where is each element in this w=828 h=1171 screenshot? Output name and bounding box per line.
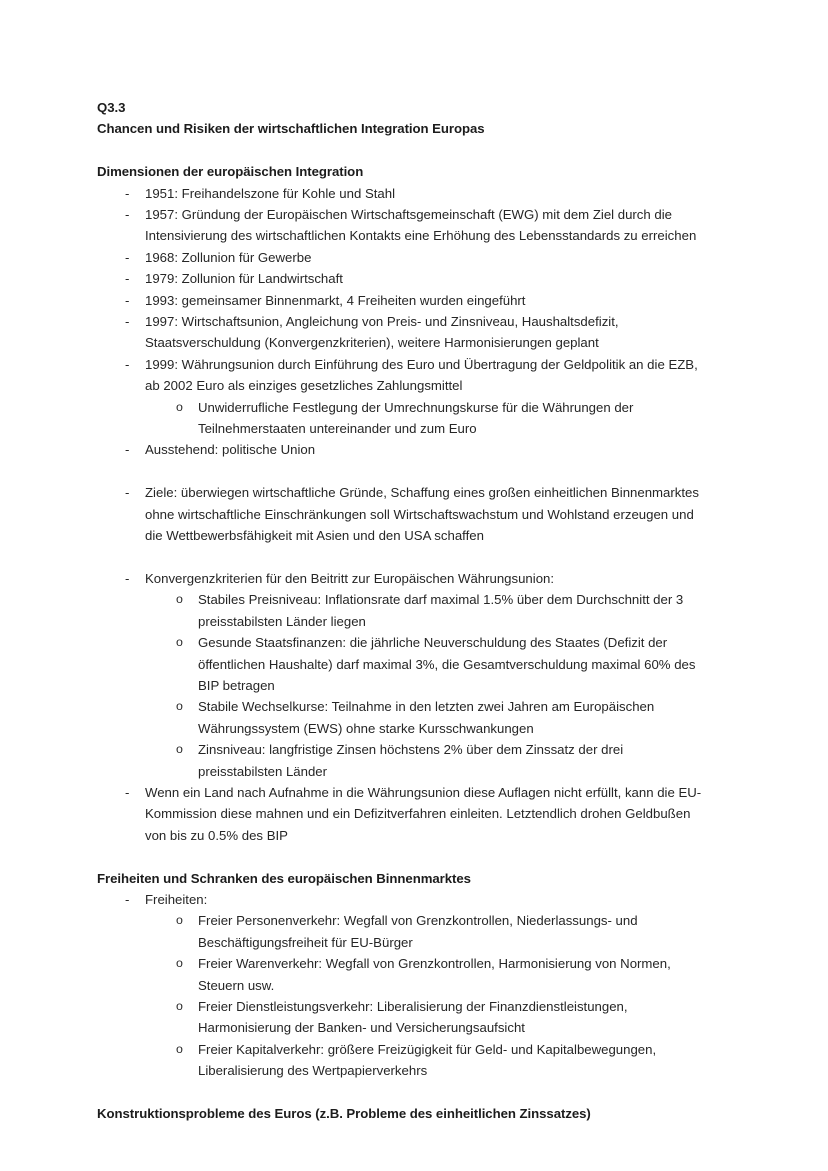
section-spacer — [97, 846, 710, 867]
dash-marker-icon: - — [125, 185, 130, 201]
document-title: Chancen und Risiken der wirtschaftlichen Integration Europas — [97, 121, 485, 137]
list-item-text: 1979: Zollunion für Landwirtschaft — [145, 271, 343, 287]
sublist — [97, 397, 710, 440]
dash-marker-icon: - — [125, 891, 130, 907]
list-item — [97, 354, 710, 440]
list-item-text: Konvergenzkriterien für den Beitritt zur Europäischen Währungsunion: — [145, 570, 555, 586]
sublist — [97, 910, 710, 1081]
section-heading-freiheiten: Freiheiten und Schranken des europäischen Binnenmarktes — [97, 870, 471, 886]
document-code: Q3.3 — [97, 100, 126, 115]
sublist-item — [97, 1039, 710, 1082]
list-freiheiten — [97, 889, 710, 1082]
sublist-item — [97, 696, 710, 739]
sublist-item-text: Zinsniveau: langfristige Zinsen höchstens 2% über dem Zinssatz der drei preisstabilsten Länder — [198, 742, 624, 779]
sublist-item-text: Freier Dienstleistungsverkehr: Liberalisierung der Finanzdienstleistungen, Harmonisierung der Banken- und Versicherungsaufsicht — [198, 999, 628, 1036]
sublist — [97, 589, 710, 782]
document-body — [97, 97, 710, 1124]
list-spacer — [97, 547, 710, 568]
circle-marker-icon: o — [176, 399, 183, 414]
sublist-item-text: Freier Warenverkehr: Wegfall von Grenzkontrollen, Harmonisierung von Normen, Steuern usw. — [198, 956, 671, 993]
sublist-item — [97, 739, 710, 782]
title-spacer — [97, 140, 710, 161]
list-item-text: 1997: Wirtschaftsunion, Angleichung von Preis- und Zinsniveau, Haushaltsdefizit, Staatsverschuldung (Konvergenzkriterien), weitere Harmonisierungen geplant — [145, 314, 619, 351]
circle-marker-icon: o — [176, 635, 183, 650]
circle-marker-icon: o — [176, 913, 183, 928]
list-item — [97, 439, 710, 460]
list-item — [97, 568, 710, 782]
sublist-item-text: Freier Kapitalverkehr: größere Freizügigkeit für Geld- und Kapitalbewegungen, Liberalisierung des Wertpapierverkehrs — [198, 1041, 657, 1079]
dash-marker-icon: - — [125, 570, 130, 586]
list-item-text: 1993: gemeinsamer Binnenmarkt, 4 Freiheiten wurden eingeführt — [145, 292, 526, 308]
sublist-item-text: Stabiles Preisniveau: Inflationsrate darf maximal 1.5% über dem Durchschnitt der 3 preisstabilsten Länder liegen — [198, 592, 684, 629]
sublist-item — [97, 632, 710, 696]
sublist-item — [97, 953, 710, 996]
list-item-text: Ziele: überwiegen wirtschaftliche Gründe, Schaffung eines großen einheitlichen Binnenmarktes ohne wirtschaftliche Einschränkungen soll Wirtschaftswachstum und Wohlstand erzeugen und die Wettbewerbsfähigkeit mit Asien und den USA schaffen — [145, 485, 699, 544]
dash-marker-icon: - — [125, 356, 130, 372]
circle-marker-icon: o — [176, 742, 183, 757]
dash-marker-icon: - — [125, 249, 130, 265]
section-heading-dimensionen: Dimensionen der europäischen Integration — [97, 164, 364, 180]
list-dimensionen — [97, 183, 710, 847]
list-spacer — [97, 461, 710, 482]
circle-marker-icon: o — [176, 1041, 183, 1056]
section-spacer — [97, 1082, 710, 1103]
list-item — [97, 311, 710, 354]
list-item-text: 1968: Zollunion für Gewerbe — [145, 249, 312, 265]
sublist-item-text: Unwiderrufliche Festlegung der Umrechnungskurse für die Währungen der Teilnehmerstaaten untereinander und zum Euro — [198, 399, 634, 437]
circle-marker-icon: o — [176, 999, 183, 1013]
dash-marker-icon: - — [125, 271, 130, 287]
list-item — [97, 204, 710, 247]
dash-marker-icon: - — [125, 784, 130, 800]
dash-marker-icon: - — [125, 485, 130, 501]
sublist-item — [97, 589, 710, 632]
section-heading-konstruktionsprobleme: Konstruktionsprobleme des Euros (z.B. Probleme des einheitlichen Zinssatzes) — [97, 1106, 591, 1122]
sublist-item-text: Freier Personenverkehr: Wegfall von Grenzkontrollen, Niederlassungs- und Beschäftigungsfreiheit für EU-Bürger — [198, 913, 638, 950]
dash-marker-icon: - — [125, 292, 130, 308]
list-item-text: 1999: Währungsunion durch Einführung des Euro und Übertragung der Geldpolitik an die EZB, ab 2002 Euro als einziges gesetzliches Zahlungsmittel — [145, 356, 698, 394]
dash-marker-icon: - — [125, 314, 130, 330]
list-item — [97, 247, 710, 268]
circle-marker-icon: o — [176, 699, 183, 714]
list-item-text: Freiheiten: — [145, 891, 208, 907]
list-item-text: 1957: Gründung der Europäischen Wirtschaftsgemeinschaft (EWG) mit dem Ziel durch die Intensivierung des wirtschaftlichen Kontakts eine Erhöhung des Lebensstandards zu erreichen — [145, 207, 697, 244]
sublist-item — [97, 910, 710, 953]
sublist-item — [97, 996, 710, 1039]
circle-marker-icon: o — [176, 956, 183, 971]
circle-marker-icon: o — [176, 592, 183, 607]
list-item — [97, 183, 710, 204]
list-item — [97, 889, 710, 1082]
list-item — [97, 482, 710, 546]
sublist-item — [97, 397, 710, 440]
sublist-item-text: Gesunde Staatsfinanzen: die jährliche Neuverschuldung des Staates (Defizit der öffentlichen Haushalte) darf maximal 3%, die Gesamtverschuldung maximal 60% des BIP betragen — [198, 635, 696, 693]
document-title-block — [97, 97, 710, 140]
list-item-text: Wenn ein Land nach Aufnahme in die Währungsunion diese Auflagen nicht erfüllt, kann die EU-Kommission diese mahnen und ein Defizitverfahren einleiten. Letztendlich drohen Geldbußen von bis zu 0.5% des BIP — [145, 784, 702, 843]
list-item-text: Ausstehend: politische Union — [145, 442, 316, 458]
list-item — [97, 290, 710, 311]
list-item — [97, 268, 710, 289]
dash-marker-icon: - — [125, 207, 130, 223]
list-item-text: 1951: Freihandelszone für Kohle und Stahl — [145, 185, 396, 201]
dash-marker-icon: - — [125, 442, 130, 458]
list-item — [97, 782, 710, 846]
sublist-item-text: Stabile Wechselkurse: Teilnahme in den letzten zwei Jahren am Europäischen Währungssystem (EWS) ohne starke Kursschwankungen — [198, 699, 655, 736]
